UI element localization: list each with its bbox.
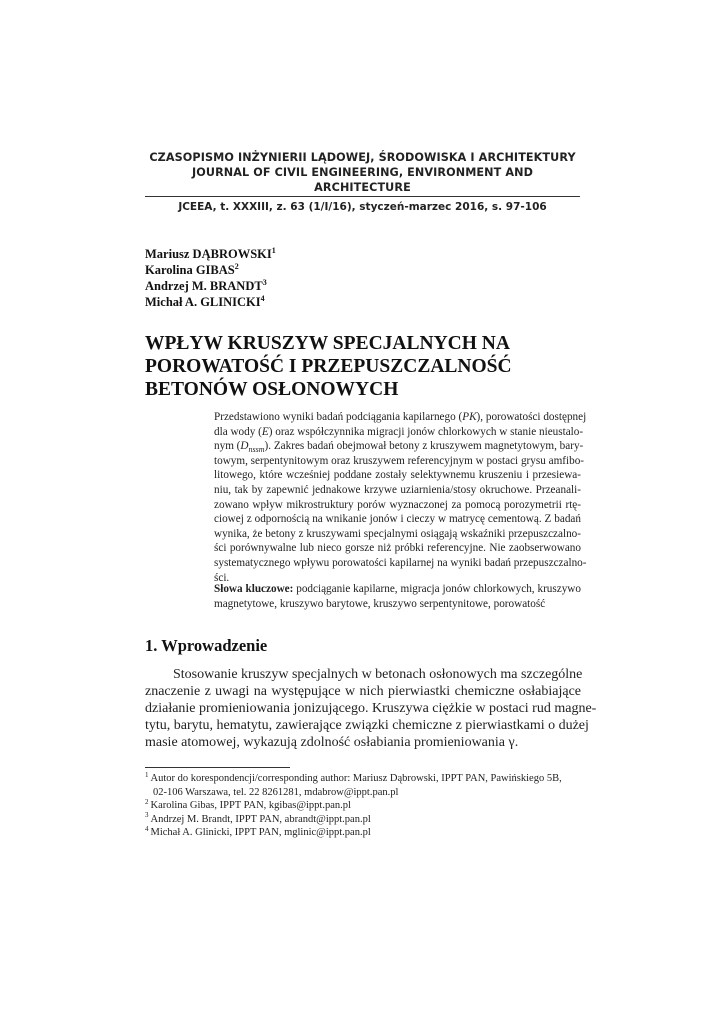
abstract-text: Przedstawiono wyniki badań podciągania kapilarnego ( bbox=[214, 411, 463, 423]
author-footnote-mark: 2 bbox=[234, 261, 239, 271]
footnote-text: Andrzej M. Brandt, IPPT PAN, abrandt@ippt.pan.pl bbox=[150, 813, 371, 825]
keywords-label: Słowa kluczowe: bbox=[214, 583, 294, 595]
footnote-4 bbox=[145, 826, 581, 840]
symbol-dnssm bbox=[240, 440, 265, 455]
header-divider bbox=[145, 196, 580, 197]
abstract-text: nym ( bbox=[214, 440, 241, 453]
keywords-line bbox=[214, 582, 581, 597]
author-name: Karolina GIBAS bbox=[145, 263, 235, 277]
abstract-line bbox=[214, 439, 584, 455]
footnote-number: 2 bbox=[145, 797, 149, 806]
paragraph-line: działanie promieniowania jonizującego. Kruszywa ciężkie w postaci rud magne- bbox=[145, 701, 597, 716]
abstract-text: ). Zakres badań obejmował betony z kruszywem magnetytowym, bary- bbox=[264, 440, 584, 453]
author-2 bbox=[145, 262, 276, 278]
footnote-divider bbox=[145, 767, 290, 768]
title-line: WPŁYW KRUSZYW SPECJALNYCH NA bbox=[145, 333, 510, 354]
author-footnote-mark: 3 bbox=[262, 277, 267, 287]
abstract-line bbox=[214, 425, 584, 440]
keywords bbox=[214, 582, 581, 611]
footnote-text: Michał A. Glinicki, IPPT PAN, mglinic@ippt.pan.pl bbox=[150, 827, 371, 838]
author-name: Mariusz DĄBROWSKI bbox=[145, 247, 272, 261]
abstract-line: zowano wpływ mikrostruktury porów wyznaczonej za pomocą porozymetrii rtę- bbox=[214, 498, 581, 511]
author-4 bbox=[145, 294, 276, 310]
symbol-d: D bbox=[240, 440, 249, 453]
footnote-1 bbox=[145, 772, 581, 786]
symbol-e: E bbox=[261, 425, 269, 438]
keywords-line: magnetytowe, kruszywo barytowe, kruszywo serpentynitowe, porowatość bbox=[214, 597, 546, 610]
introduction-paragraph bbox=[145, 666, 597, 751]
footnote-text: 02-106 Warszawa, tel. 22 8261281, mdabrow@ippt.pan.pl bbox=[153, 786, 399, 798]
symbol-pk: PK bbox=[462, 411, 477, 423]
abstract bbox=[214, 410, 587, 585]
footnote-number: 3 bbox=[145, 811, 149, 819]
footnote-3 bbox=[145, 813, 581, 827]
abstract-line: litowego, które wcześniej poddane zostały selektywnemu kruszeniu i przesiewa- bbox=[214, 469, 581, 482]
paragraph-line: Stosowanie kruszyw specjalnych w betonach osłonowych ma szczególne bbox=[173, 667, 583, 682]
abstract-line: niu, tak by zapewnić jednakowe krzywe uziarnienia/stosy okruchowe. Przeanali- bbox=[214, 483, 581, 496]
author-name: Andrzej M. BRANDT bbox=[145, 279, 263, 293]
paragraph-line: tytu, barytu, hematytu, zawierające związki chemiczne z pierwiastkami o dużej bbox=[145, 718, 589, 733]
abstract-text: dla wody ( bbox=[214, 425, 262, 438]
journal-header bbox=[145, 150, 580, 214]
title-line: POROWATOŚĆ I PRZEPUSZCZALNOŚĆ bbox=[145, 356, 512, 377]
journal-name-english: JOURNAL OF CIVIL ENGINEERING, ENVIRONMENT AND ARCHITECTURE bbox=[192, 166, 533, 194]
abstract-text: ), porowatości dostępnej bbox=[476, 411, 587, 423]
abstract-line: towym, serpentynitowym oraz kruszywem referencyjnym w postaci grysu amfibo- bbox=[214, 454, 585, 467]
footnote-number: 1 bbox=[145, 770, 149, 779]
footnote-1-continued bbox=[145, 786, 581, 800]
keywords-text: podciąganie kapilarne, migracja jonów chlorkowych, kruszywo bbox=[293, 583, 581, 595]
journal-citation: JCEEA, t. XXXIII, z. 63 (1/I/16), styczeń-marzec 2016, s. 97-106 bbox=[178, 201, 547, 213]
title-line: BETONÓW OSŁONOWYCH bbox=[145, 379, 399, 400]
author-footnote-mark: 4 bbox=[260, 293, 265, 303]
author-list bbox=[145, 246, 276, 310]
abstract-text: ) oraz współczynnika migracji jonów chlorkowych w stanie nieustalo- bbox=[268, 425, 584, 438]
abstract-line bbox=[214, 410, 587, 425]
paragraph-line: masie atomowej, wykazują zdolność osłabiania promieniowania γ. bbox=[145, 735, 519, 750]
abstract-line: ści porównywalne lub nieco gorsze niż próbki referencyjne. Nie zaobserwowano bbox=[214, 542, 581, 555]
footnote-2 bbox=[145, 799, 581, 813]
section-heading: 1. Wprowadzenie bbox=[145, 636, 268, 655]
footnote-number: 4 bbox=[145, 824, 149, 833]
paragraph-line: znaczenie z uwagi na występujące w nich pierwiastki chemiczne osłabiające bbox=[145, 684, 581, 699]
journal-name-polish: CZASOPISMO INŻYNIERII LĄDOWEJ, ŚRODOWISKA I ARCHITEKTURY bbox=[149, 151, 576, 164]
author-footnote-mark: 1 bbox=[271, 245, 276, 255]
footnote-text: Autor do korespondencji/corresponding author: Mariusz Dąbrowski, IPPT PAN, Pawińskiego 5B, bbox=[150, 773, 562, 784]
paper-title bbox=[145, 332, 585, 401]
abstract-line: systematycznego wpływu porowatości kapilarnej na wyniki badań przepuszczalno- bbox=[214, 556, 587, 569]
footnote-text: Karolina Gibas, IPPT PAN, kgibas@ippt.pan.pl bbox=[150, 800, 351, 811]
abstract-line: ciowej z odpornością na wnikanie jonów i cieczy w matrycę cementową. Z badań bbox=[214, 513, 581, 526]
abstract-line: wynika, że betony z kruszywami specjalnymi osiągają wskaźniki przepuszczalno- bbox=[214, 527, 581, 540]
author-3 bbox=[145, 278, 276, 294]
abstract-line: ści. bbox=[214, 571, 230, 584]
symbol-subscript: nssm bbox=[248, 445, 265, 455]
author-1 bbox=[145, 246, 276, 262]
footnotes bbox=[145, 772, 581, 840]
author-name: Michał A. GLINICKI bbox=[145, 295, 261, 309]
